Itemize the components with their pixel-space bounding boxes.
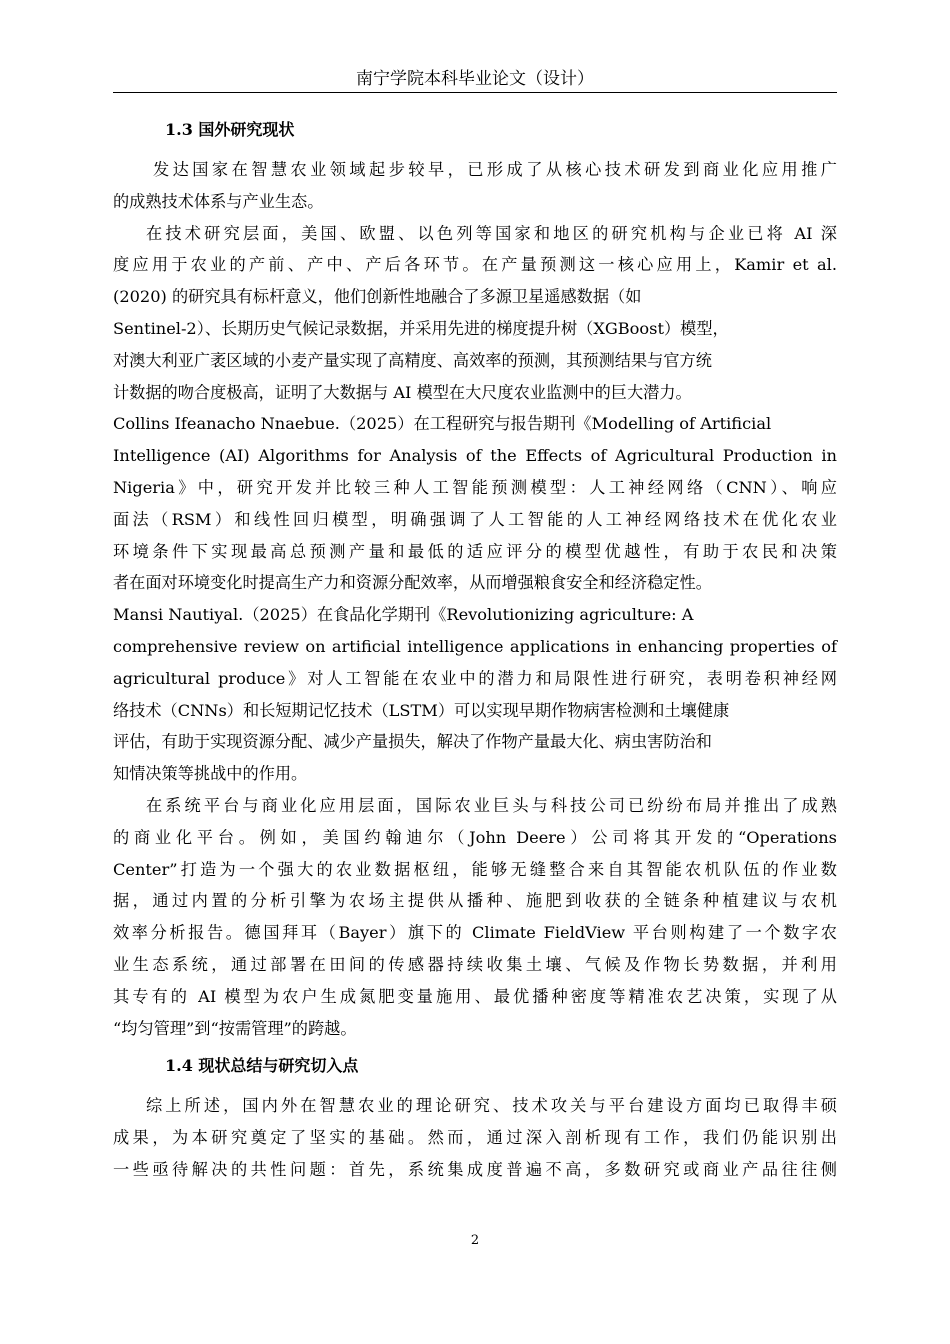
text-line: comprehensive review on artificial intelligence applications in enhancing properties of [113, 636, 837, 656]
text-line: 络技术（CNNs）和长短期记忆技术（LSTM）可以实现早期作物病害检测和土壤健康 [113, 700, 730, 720]
text-line: 成果，为本研究奠定了坚实的基础。然而，通过深入剖析现有工作，我们仍能识别出 [113, 1128, 837, 1148]
text-line: 其专有的 AI 模型为农户生成氮肥变量施用、最优播种密度等精准农艺决策，实现了从 [113, 986, 837, 1006]
paragraph [113, 218, 837, 790]
text-line: 一些亟待解决的共性问题：首先，系统集成度普遍不高，多数研究或商业产品往往侧 [113, 1159, 837, 1179]
page-header: 南宁学院本科毕业论文（设计） [113, 68, 837, 93]
text-line: Nigeria》中，研究开发并比较三种人工智能预测模型：人工神经网络（CNN）、响应 [113, 477, 837, 497]
text-line: 者在面对环境变化时提高生产力和资源分配效率，从而增强粮食安全和经济稳定性。 [113, 573, 712, 593]
page-number: 2 [470, 1233, 480, 1248]
text-line: agricultural produce》对人工智能在农业中的潜力和局限性进行研究，表明卷积神经网 [113, 668, 837, 688]
text-line: 评估，有助于实现资源分配、减少产量损失，解决了作物产量最大化、病虫害防治和 [113, 732, 712, 752]
text-line: Collins Ifeanacho Nnaebue.（2025）在工程研究与报告期刊《Modelling of Artificial [113, 414, 772, 434]
text-line: Mansi Nautiyal.（2025）在食品化学期刊《Revolutionizing agriculture: A [113, 605, 694, 625]
text-line: 环境条件下实现最高总预测产量和最低的适应评分的模型优越性，有助于农民和决策 [113, 541, 837, 561]
section-heading-1-4: 1.4 现状总结与研究切入点 [165, 1056, 359, 1076]
text-line: 据，通过内置的分析引擎为农场主提供从播种、施肥到收获的全链条种植建议与农机 [113, 891, 837, 911]
text-line: Center”打造为一个强大的农业数据枢纽，能够无缝整合来自其智能农机队伍的作业数 [113, 859, 837, 879]
text-line: 在技术研究层面，美国、欧盟、以色列等国家和地区的研究机构与企业已将 AI 深 [146, 223, 837, 243]
text-line: “均匀管理”到“按需管理”的跨越。 [113, 1018, 357, 1038]
text-line: 综上所述，国内外在智慧农业的理论研究、技术攻关与平台建设方面均已取得丰硕 [146, 1096, 837, 1116]
document-body [113, 116, 837, 1186]
text-line: (2020) 的研究具有标杆意义，他们创新性地融合了多源卫星遥感数据（如 [113, 287, 642, 307]
text-line: 效率分析报告。德国拜耳（Bayer）旗下的 Climate FieldView 平台则构建了一个数字农 [113, 923, 837, 943]
text-line: 的成熟技术体系与产业生态。 [113, 191, 324, 211]
text-line: 计数据的吻合度极高，证明了大数据与 AI 模型在大尺度农业监测中的巨大潜力。 [113, 382, 692, 402]
text-line: 业生态系统，通过部署在田间的传感器持续收集土壤、气候及作物长势数据，并利用 [113, 954, 837, 974]
text-line: 知情决策等挑战中的作用。 [113, 764, 308, 784]
text-line: 在系统平台与商业化应用层面，国际农业巨头与科技公司已纷纷布局并推出了成熟 [146, 795, 837, 815]
text-line: Sentinel-2）、长期历史气候记录数据，并采用先进的梯度提升树（XGBoost）模型， [113, 318, 729, 338]
text-line: 对澳大利亚广袤区域的小麦产量实现了高精度、高效率的预测，其预测结果与官方统 [113, 350, 712, 370]
paragraph [113, 154, 837, 218]
text-line: 的商业化平台。例如，美国约翰迪尔（John Deere）公司将其开发的“Operations [113, 827, 837, 847]
paragraph [113, 1090, 837, 1185]
text-line: 发达国家在智慧农业领域起步较早，已形成了从核心技术研发到商业化应用推广 [153, 160, 837, 179]
text-line: 度应用于农业的产前、产中、产后各环节。在产量预测这一核心应用上，Kamir et al. [113, 255, 837, 275]
section-heading-1-3: 1.3 国外研究现状 [165, 120, 295, 139]
paragraph [113, 790, 837, 1044]
text-line: Intelligence (AI) Algorithms for Analysis of the Effects of Agricultural Production in [113, 446, 837, 466]
text-line: 面法（RSM）和线性回归模型，明确强调了人工智能的人工神经网络技术在优化农业 [113, 509, 837, 529]
